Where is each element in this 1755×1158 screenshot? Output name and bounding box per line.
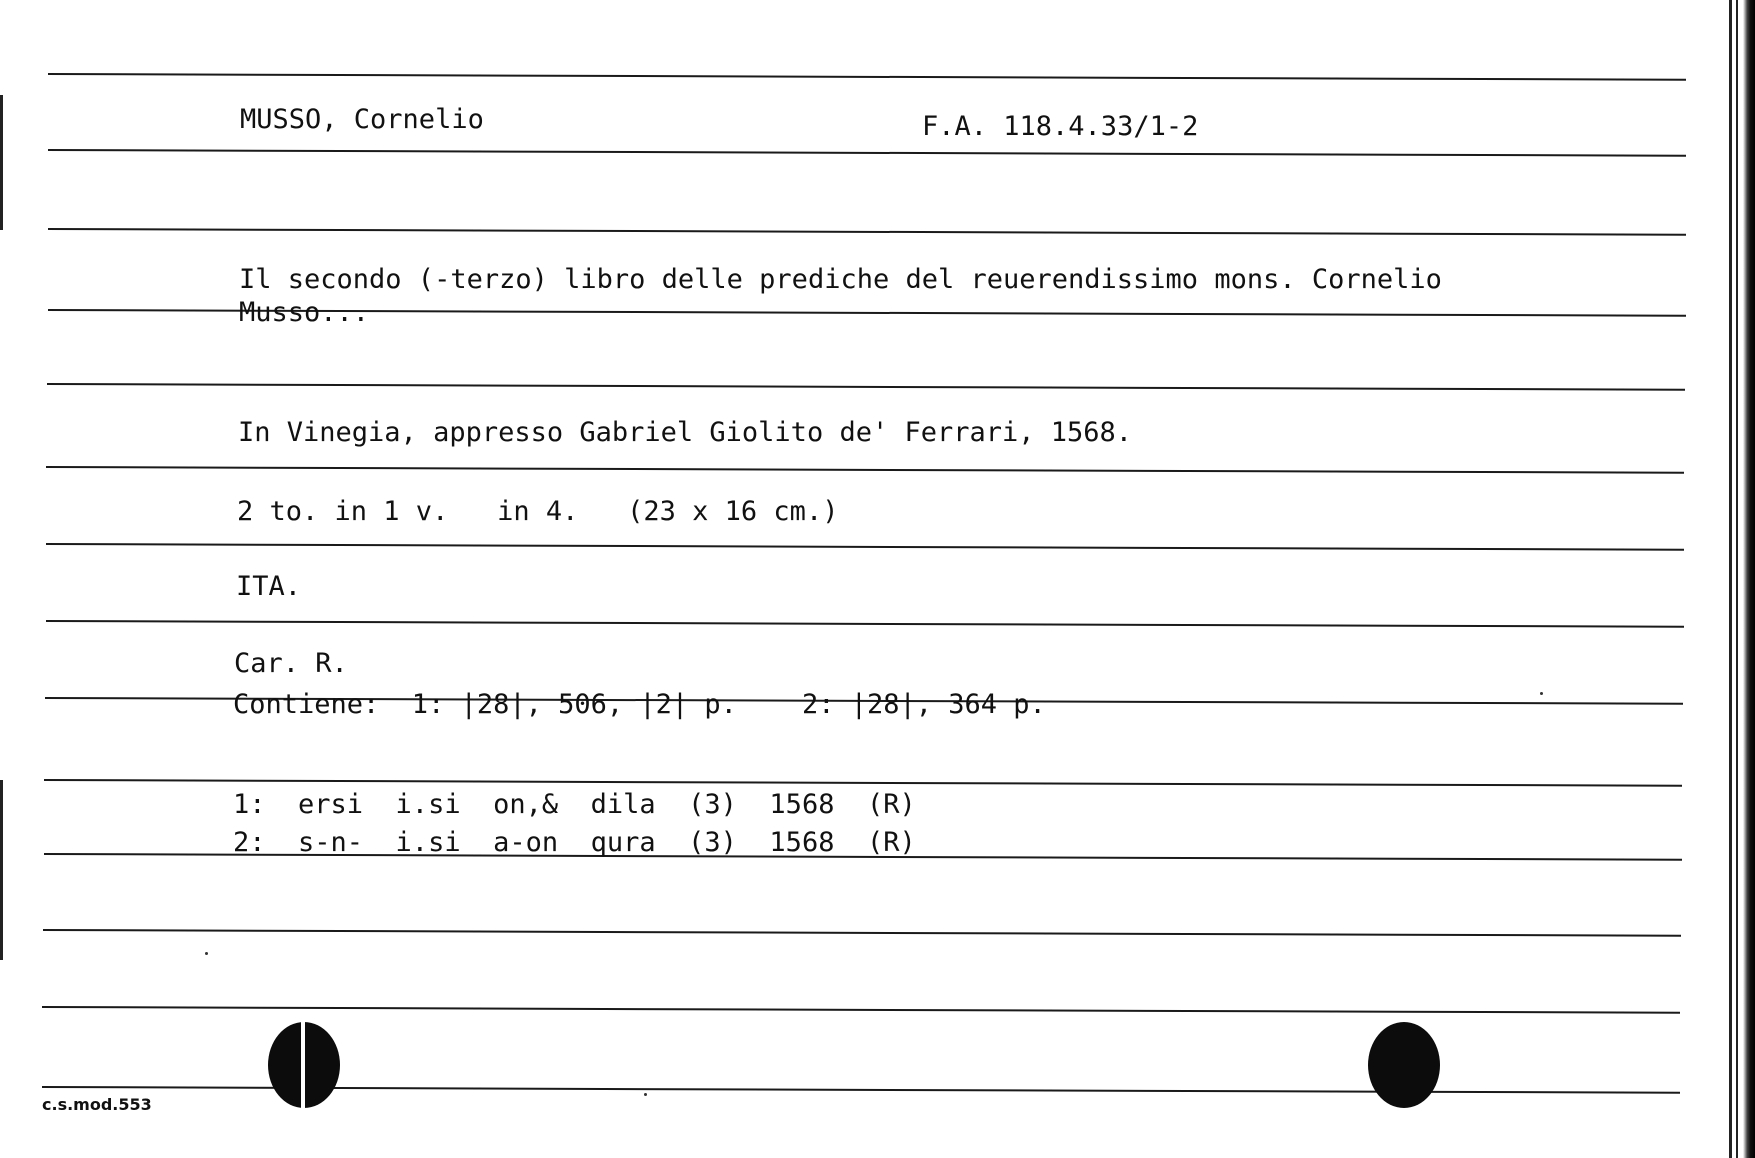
ruled-line <box>48 228 1686 236</box>
punch-hole-right <box>1368 1022 1440 1108</box>
ruled-line <box>42 1006 1680 1014</box>
ruled-line <box>46 543 1684 551</box>
ruled-line <box>46 620 1684 628</box>
scan-edge-left <box>0 780 3 960</box>
dust-speck <box>644 1093 647 1096</box>
language: ITA. <box>236 571 302 602</box>
form-code: c.s.mod.553 <box>42 1095 152 1114</box>
ruled-line <box>48 149 1686 157</box>
ruled-line <box>46 466 1684 474</box>
dust-speck <box>1540 692 1543 695</box>
shelfmark: F.A. 118.4.33/1-2 <box>922 111 1199 142</box>
title-line-1: Il secondo (-terzo) libro delle prediche del reuerendissimo mons. Cornelio <box>239 264 1442 295</box>
dust-speck <box>205 952 208 955</box>
notes-line-1: Car. R. <box>234 648 348 679</box>
scan-edge-line <box>1736 0 1738 1158</box>
ruled-line <box>43 929 1681 937</box>
title-line-2: Musso... <box>239 297 370 328</box>
ruled-line <box>44 779 1682 787</box>
author-heading: MUSSO, Cornelio <box>240 104 484 135</box>
ruled-line <box>48 73 1686 81</box>
punch-hole-split <box>301 1022 305 1108</box>
scan-edge-line <box>1729 0 1732 1158</box>
fingerprint-line: 1: ersi i.si on,& dila (3) 1568 (R) <box>233 789 916 820</box>
notes-line-2: Contiene: 1: |28|, 506, |2| p. 2: |28|, 364 p. <box>233 689 1046 720</box>
scan-edge-right <box>1743 0 1755 1158</box>
imprint: In Vinegia, appresso Gabriel Giolito de' Ferrari, 1568. <box>238 417 1133 448</box>
fingerprint-line: 2: s-n- i.si a-on qura (3) 1568 (R) <box>233 827 916 858</box>
ruled-line <box>47 383 1685 391</box>
scan-edge-left <box>0 95 3 230</box>
physical-description: 2 to. in 1 v. in 4. (23 x 16 cm.) <box>237 496 839 527</box>
